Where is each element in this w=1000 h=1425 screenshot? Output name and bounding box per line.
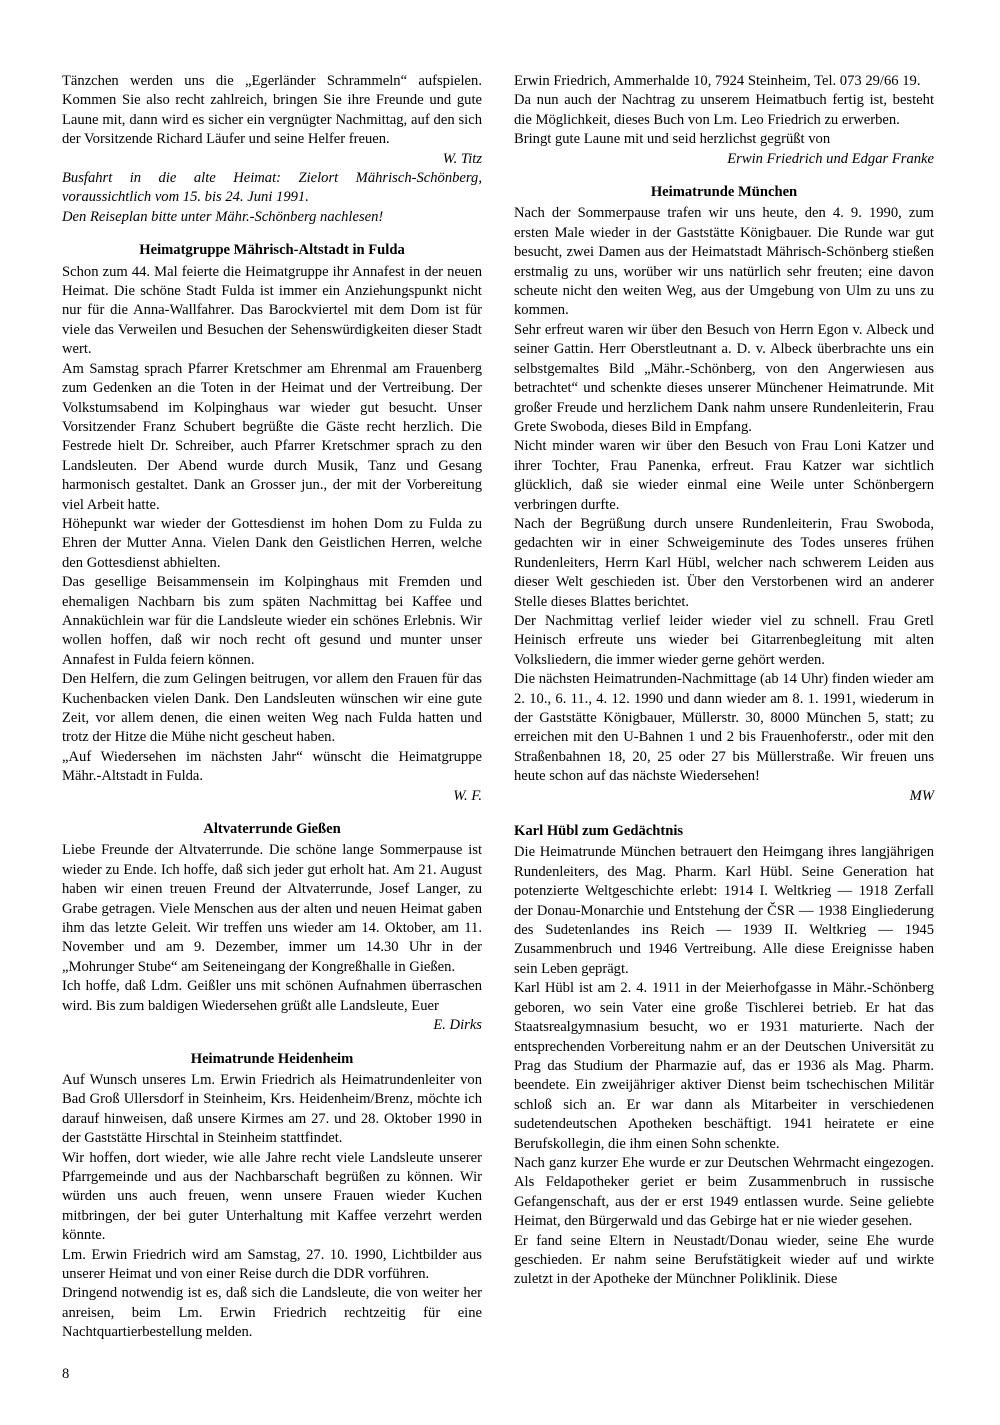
paragraph: Er fand seine Eltern in Neustadt/Donau wieder, seine Ehe wurde geschieden. Er nahm seine Berufstätigkeit wieder auf und wirkte zuletzt in der Apotheke der Münchner Poliklinik. Diese	[514, 1232, 934, 1288]
paragraph: Das gesellige Beisammensein im Kolpinghaus mit Fremden und ehemaligen Nachbarn bis zum späten Nachmittag bei Kaffee und Annaküchlein war für die Landsleute wieder ein schönes Erlebnis. Wir wollen hoffen, daß wir noch recht oft gesund und munter unser Annafest in Fulda feiern können.	[62, 574, 482, 668]
paragraph: Wir hoffen, dort wieder, wie alle Jahre recht viele Landsleute unserer Pfarrgemeinde und aus der Nachbarschaft begrüßen zu können. Wir würden uns auch freuen, wenn unsere Frauen wieder Kuchen mitbringen, der bei guter Unterhaltung mit Kaffee verzehrt werden könnte.	[62, 1149, 482, 1244]
signature-name-2: Edgar Franke	[851, 150, 934, 167]
section-heading-giessen: Altvaterrunde Gießen	[203, 821, 341, 838]
section-heading-fulda: Heimatgruppe Mährisch-Altstadt in Fulda	[139, 242, 405, 259]
signature-name-1: Erwin Friedrich	[727, 150, 823, 167]
paragraph: Karl Hübl ist am 2. 4. 1911 in der Meierhofgasse in Mähr.-Schönberg geboren, wo sein Vater eine große Tischlerei betrieb. Er hat das Staatsrealgymnasium besucht, wo er 1931 maturierte. Nach der entsprechenden Vorbereitung nahm er an der Deutschen Universität zu Prag das Studium der Pharmazie auf, das er 1936 als Mag. Pharm. beendete. Ein zweijähriger aktiver Dienst beim tschechischen Militär schloß sich an. Er war dann als Mitarbeiter in verschiedenen sudetendeutschen Apotheken beschäftigt. 1941 heiratete er eine Berufskollegin, die ihm einen Sohn schenkte.	[514, 980, 934, 1152]
paragraph: Nach der Sommerpause trafen wir uns heute, den 4. 9. 1990, zum ersten Male wieder in der Gaststätte Königbauer. Die Runde war gut besucht, zwei Damen aus der Heimatstadt Mährisch-Schönberg stießen erstmalig zu uns, worüber wir uns natürlich sehr freuten; eine davon scheute nicht den weiten Weg, aus der Umgebung von Ulm zu uns zu kommen.	[514, 205, 934, 319]
paragraph: Ich hoffe, daß Ldm. Geißler uns mit schönen Aufnahmen überraschen wird. Bis zum baldigen Wiedersehen grüßt alle Landsleute, Euer	[62, 978, 482, 1014]
paragraph: Nach der Begrüßung durch unsere Rundenleiterin, Frau Swoboda, gedachten wir in einer Schweigeminute des Todes unseres frühen Rundenleiters, Herrn Karl Hübl, welcher nach schwerem Leiden aus dieser Welt geschieden ist. Über den Verstorbenen wird an anderer Stelle dieses Blattes berichtet.	[514, 515, 934, 610]
paragraph: Nach ganz kurzer Ehe wurde er zur Deutschen Wehrmacht eingezogen. Als Feldapotheker geriet er beim Zusammenbruch in russische Gefangenschaft, aus der er erst 1949 entlassen wurde. Seine geliebte Heimat, den Bürgerwald und das Gebirge hat er nie wieder gesehen.	[514, 1154, 934, 1230]
paragraph: Liebe Freunde der Altvaterrunde. Die schöne lange Sommerpause ist wieder zu Ende. Ich hoffe, daß sich jeder gut erholt hat. Am 21. August haben wir einen treuen Freund der Altvaterrunde, Josef Langer, zu Grabe getragen. Viele Menschen aus der alten und neuen Heimat gaben ihm das letzte Geleit. Wir treffen uns wieder am 14. Oktober, am 11. November und am 9. Dezember, immer um 14.30 Uhr in der „Mohrunger Stube“ am Seiteneingang der Kongreßhalle in Gießen.	[62, 842, 482, 975]
paragraph: Dringend notwendig ist es, daß sich die Landsleute, die von weiter her anreisen, beim Lm. Erwin Friedrich rechtzeitig für eine Nachtquartierbestellung melden.	[62, 1285, 482, 1341]
paragraph: Tänzchen werden uns die „Egerländer Schrammeln“ aufspielen. Kommen Sie also recht zahlreich, bringen Sie ihre Freunde und gute Laune mit, dann wird es sicher ein vergnügter Nachmittag, auf den sich der Vorsitzende Richard Läufer und seine Helfer freuen.	[62, 73, 482, 148]
paragraph: „Auf Wiedersehen im nächsten Jahr“ wünscht die Heimatgruppe Mähr.-Altstadt in Fulda.	[62, 748, 482, 785]
paragraph: Sehr erfreut waren wir über den Besuch von Herrn Egon v. Albeck und seiner Gattin. Herr Oberstleutnant a. D. v. Albeck überbrachte uns ein selbstgemaltes Bild „Mähr.-Schönberg, von den Angerwiesen aus betrachtet“ und schenkte dieses unserer Münchener Heimatrunde. Mit großer Freude und herzlichem Dank nahm unsere Rundenleiterin, Frau Grete Swoboda, dieses Bild in Empfang.	[514, 321, 934, 435]
section-heading-karl-huebl: Karl Hübl zum Gedächtnis	[514, 823, 684, 840]
paragraph: Lm. Erwin Friedrich wird am Samstag, 27. 10. 1990, Lichtbilder aus unserer Heimat und von einer Reise durch die DDR vorführen.	[62, 1246, 482, 1282]
left-column	[62, 72, 482, 1343]
signature-conjunction: und	[822, 150, 852, 167]
paragraph: Bringt gute Laune mit und seid herzlichst gegrüßt von	[514, 131, 831, 148]
section-heading-muenchen: Heimatrunde München	[650, 184, 798, 201]
paragraph: Die Heimatrunde München betrauert den Heimgang ihres langjährigen Rundenleiters, des Mag. Pharm. Karl Hübl. Seine Generation hat potenzierte Weltgeschichte erlebt: 1914 I. Weltkrieg — 1918 Zerfall der Donau-Monarchie und Entstehung der ČSR — 1938 Eingliederung des Sudetenlandes ins Reich — 1939 II. Weltkrieg — 1945 Zusammenbruch und 1946 Vertreibung. Alle diese Ereignisse haben sein Leben geprägt.	[514, 844, 934, 977]
paragraph: Der Nachmittag verlief leider wieder viel zu schnell. Frau Gretl Heinisch erfreute uns wieder bei Gitarrenbegleitung mit alten Volksliedern, die immer wieder gerne gehört werden.	[514, 612, 934, 668]
right-column	[514, 72, 934, 1290]
two-column-layout	[62, 72, 938, 1343]
paragraph: Schon zum 44. Mal feierte die Heimatgruppe ihr Annafest in der neuen Heimat. Die schöne Stadt Fulda ist immer ein Anziehungspunkt nicht nur für die Anna-Wallfahrer. Das Barockviertel mit dem Dom ist für viele das Verweilen und Besuchen der Sehenswürdigkeiten dieser Stadt wert.	[62, 263, 482, 358]
paragraph: Am Samstag sprach Pfarrer Kretschmer am Ehrenmal am Frauenberg zum Gedenken an die Toten in der Heimat und der Vertreibung. Der Volkstumsabend im Kolpinghaus war wieder gut besucht. Unser Vorsitzender Franz Schubert begrüßte die Gäste recht herzlich. Die Festrede hielt Dr. Schreiber, auch Pfarrer Kretschmer sprach zu den Landsleuten. Der Abend wurde durch Musik, Tanz und Gesang harmonisch gestaltet. Dank an Grosser jun., der mit der Vorbereitung viel Arbeit hatte.	[62, 360, 482, 513]
signature-line	[514, 150, 934, 169]
paragraph: Auf Wunsch unseres Lm. Erwin Friedrich als Heimatrundenleiter von Bad Groß Ullersdorf in Steinheim, Krs. Heidenheim/Brenz, möchte ich darauf hinweisen, daß unsere Kirmes am 27. und 28. Oktober 1990 in der Gaststätte Hirschtal in Steinheim stattfindet.	[62, 1071, 482, 1147]
paragraph: Da nun auch der Nachtrag zu unserem Heimatbuch fertig ist, besteht die Möglichkeit, dieses Buch von Lm. Leo Friedrich zu erwerben.	[514, 92, 934, 128]
paragraph-italic: Busfahrt in die alte Heimat: Zielort Mährisch-Schönberg, voraussichtlich vom 15. bis 24. Juni 1991.	[62, 170, 482, 206]
signature: W. Titz	[442, 150, 482, 167]
paragraph: Den Helfern, die zum Gelingen beitrugen, vor allem den Frauen für das Kuchenbacken vielen Dank. Den Landsleuten wünschen wir eine gute Zeit, vor allem denen, die einen weiten Weg nach Fulda hatten und trotz der Hitze die Mühe nicht gescheut haben.	[62, 671, 482, 746]
paragraph: Nicht minder waren wir über den Besuch von Frau Loni Katzer und ihrer Tochter, Frau Panenka, erfreut. Frau Katzer war sichtlich glücklich, daß sie wieder einmal eine Weile unter Schönbergern verbringen durfte.	[514, 438, 934, 513]
paragraph-italic: Den Reiseplan bitte unter Mähr.-Schönberg nachlesen!	[62, 208, 384, 225]
paragraph: Höhepunkt war wieder der Gottesdienst im hohen Dom zu Fulda zu Ehren der Mutter Anna. Vielen Dank den Geistlichen Herren, welche den Gottesdienst abhielten.	[62, 515, 482, 571]
signature: MW	[909, 787, 934, 804]
page-number: 8	[62, 1366, 70, 1382]
section-heading-heidenheim: Heimatrunde Heidenheim	[190, 1050, 354, 1067]
signature: E. Dirks	[433, 1017, 482, 1034]
signature: W. F.	[453, 787, 482, 804]
paragraph: Erwin Friedrich, Ammerhalde 10, 7924 Steinheim, Tel. 073 29/66 19.	[514, 73, 921, 89]
paragraph: Die nächsten Heimatrunden-Nachmittage (ab 14 Uhr) finden wieder am 2. 10., 6. 11., 4. 12. 1990 und dann wieder am 8. 1. 1991, wiederum in der Gaststätte Königbauer, Müllerstr. 30, 8000 München 5, statt; zu erreichen mit den U-Bahnen 1 und 2 bis Frauenhoferstr., oder mit den Straßenbahnen 18, 20, 25 oder 27 bis Müllerstraße. Wir freuen uns heute schon auf das nächste Wiedersehen!	[514, 671, 934, 785]
